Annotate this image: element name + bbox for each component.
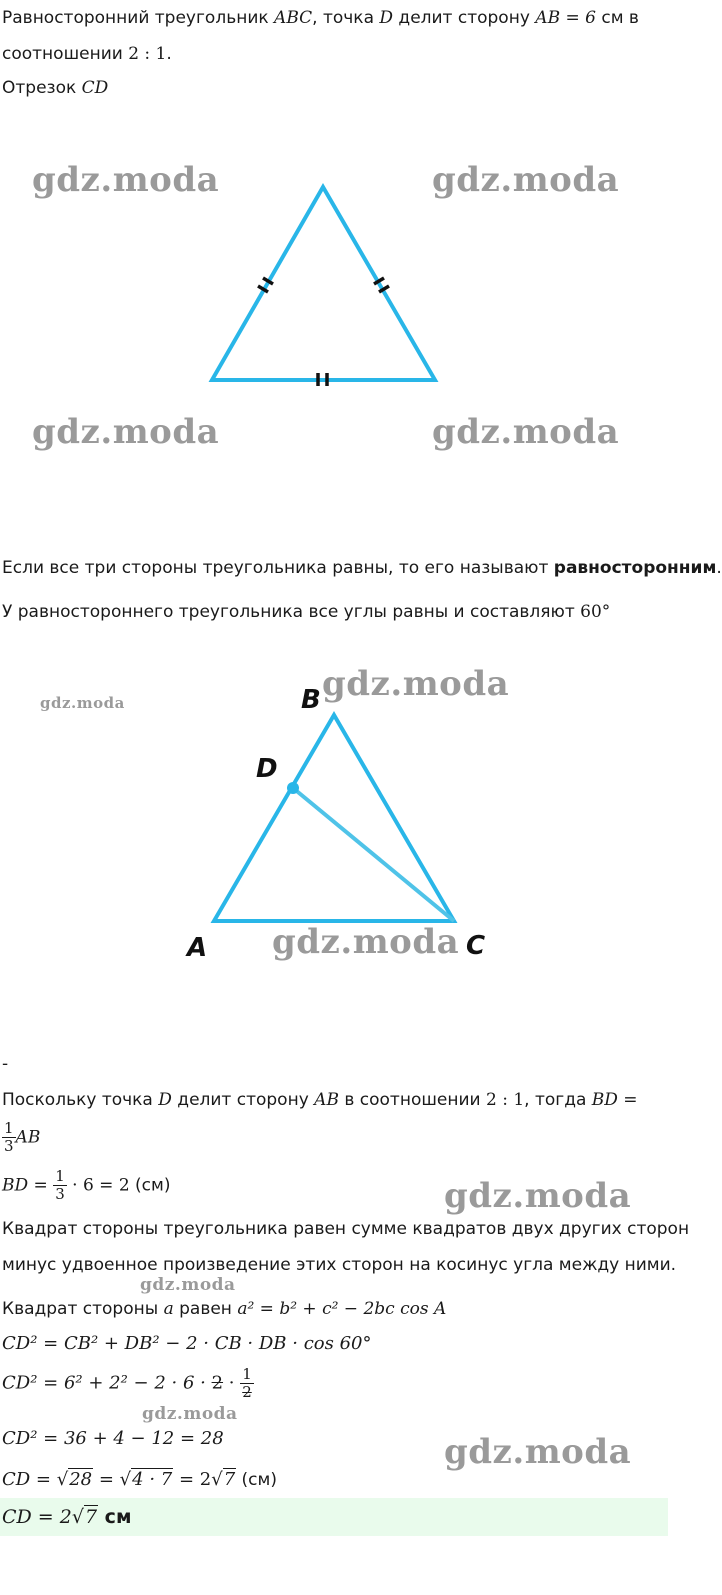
solution-line-6 (2, 1297, 446, 1321)
text: Отрезок (2, 78, 82, 98)
watermark: gdz.moda (140, 1275, 236, 1295)
denominator: 3 (4, 1137, 14, 1155)
unit: см (98, 1506, 132, 1528)
radicand: 7 (223, 1469, 236, 1490)
watermark: gdz.moda (40, 694, 125, 712)
math-a: a (163, 1299, 174, 1319)
radicand: 28 (69, 1469, 93, 1490)
solution-line-3 (2, 1168, 170, 1203)
solution-line-4: Квадрат стороны треугольника равен сумме квадратов двух других сторон (2, 1219, 690, 1239)
problem-line-2 (2, 42, 172, 66)
numerator: 1 (242, 1365, 252, 1383)
math-expression: · 6 = 2 (72, 1175, 130, 1196)
text: делит сторону (393, 8, 536, 28)
fraction-one-third (53, 1168, 67, 1203)
math-cd: CD (81, 78, 109, 98)
text: Квадрат стороны (2, 1299, 164, 1319)
watermark: gdz.moda (142, 1404, 238, 1424)
numerator: 1 (55, 1167, 65, 1185)
math-angle: 60° (580, 602, 611, 622)
watermark: gdz.moda (444, 1176, 632, 1216)
math-bd: BD = (591, 1090, 638, 1110)
watermark: gdz.moda (444, 1432, 632, 1472)
watermark: gdz.moda (32, 160, 220, 200)
watermark: gdz.moda (272, 922, 460, 962)
math-eq: = (93, 1469, 120, 1490)
numerator: 1 (4, 1119, 14, 1137)
solution-line-1 (2, 1088, 638, 1112)
law-of-cosines-formula: a² = b² + c² − 2bc cos A (237, 1299, 447, 1319)
solution-line-9 (2, 1427, 224, 1451)
solution-dash: - (2, 1054, 9, 1074)
math-expression: CD² = CB² + DB² − 2 · CB · DB · cos 60° (2, 1333, 372, 1354)
math-ab-eq: AB = 6 (535, 8, 596, 28)
math-expression: CD² = 36 + 4 − 12 = 28 (2, 1428, 224, 1449)
math-ab: AB (314, 1090, 339, 1110)
text: . (166, 44, 172, 64)
solution-line-10 (2, 1468, 277, 1492)
text: Поскольку точка (2, 1090, 159, 1110)
unit: (см) (129, 1175, 171, 1196)
math-cd: CD = 2 (2, 1506, 72, 1528)
text: У равностороннего треугольника все углы равны и составляют (2, 602, 581, 622)
radicand: 7 (84, 1506, 98, 1528)
math-ab: AB (15, 1127, 41, 1148)
math-expression: CD² = 6² + 2² − 2 · 6 · (2, 1372, 212, 1394)
fraction-one-half (240, 1366, 254, 1401)
sqrt-7: √7 (211, 1469, 236, 1490)
unit: (см) (236, 1470, 277, 1490)
sqrt-7: √7 (71, 1506, 98, 1528)
math-d: D (158, 1090, 172, 1110)
text: Если все три стороны треугольника равны, то его называют (2, 558, 554, 578)
triangle-outline (212, 187, 435, 380)
text: равен (173, 1299, 238, 1319)
point-d (287, 782, 299, 794)
answer-line (2, 1505, 131, 1529)
label-b: B (301, 685, 321, 715)
math-d: D (379, 8, 394, 28)
solution-line-8 (2, 1366, 254, 1401)
math-abc: ABC (274, 8, 313, 28)
theory-line-2 (2, 600, 610, 624)
denominator: 2 (242, 1383, 252, 1401)
problem-line-1 (2, 6, 639, 30)
text: . (716, 558, 722, 578)
math-cd: CD = (2, 1469, 57, 1490)
math-ratio: 2 : 1 (128, 44, 167, 64)
watermark: gdz.moda (432, 160, 620, 200)
watermark: gdz.moda (32, 412, 220, 452)
solution-line-7 (2, 1332, 371, 1356)
sqrt-28: √28 (56, 1469, 93, 1490)
math-dot: · (223, 1372, 241, 1394)
math-eq: = 2 (173, 1469, 212, 1490)
solution-line-5: минус удвоенное произведение этих сторон на косинус угла между ними. (2, 1255, 677, 1275)
text: см в (595, 8, 639, 28)
label-c: C (466, 931, 486, 961)
radicand: 4 · 7 (132, 1469, 173, 1490)
theory-line-1 (2, 556, 722, 580)
solution-line-2 (2, 1120, 40, 1155)
segment-cd (293, 788, 454, 921)
denominator: 3 (55, 1185, 65, 1203)
watermark: gdz.moda (432, 412, 620, 452)
text: соотношении (2, 44, 129, 64)
problem-line-3 (2, 76, 108, 100)
sqrt-4x7: √4 · 7 (119, 1469, 173, 1490)
label-d: D (256, 754, 278, 784)
text: Равносторонний треугольник (2, 8, 275, 28)
text: , тогда (524, 1090, 592, 1110)
text: в соотношении (338, 1090, 486, 1110)
math-bd: BD = (2, 1175, 48, 1196)
tick-marks (258, 278, 389, 386)
math-ratio: 2 : 1 (485, 1090, 525, 1110)
watermark: gdz.moda (322, 664, 510, 704)
fraction-one-third (2, 1120, 16, 1155)
text: , точка (312, 8, 380, 28)
bold-term: равносторонним (553, 558, 717, 578)
cancelled-factor: 2 (211, 1372, 224, 1394)
text: делит сторону (171, 1090, 315, 1110)
label-a: A (187, 933, 208, 963)
